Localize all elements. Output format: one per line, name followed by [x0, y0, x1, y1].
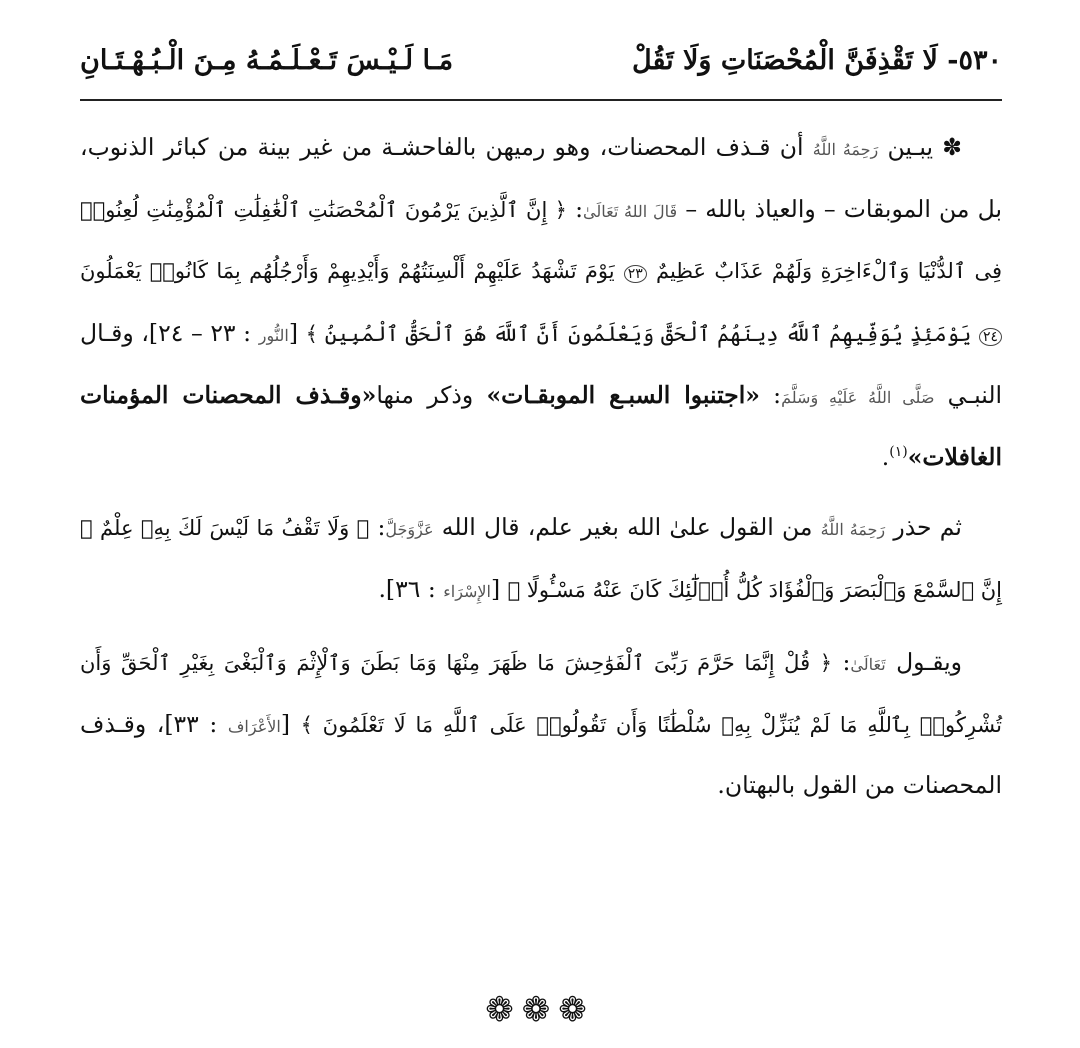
surah-name-isra: الإِسْرَاء	[443, 581, 491, 601]
ayah-number-23: ٢٣	[624, 265, 647, 283]
quran-verse-23: ﴿ إِنَّ ٱلَّذِينَ يَرْمُونَ ٱلْمُحْصَنَٰتِ ٱلْغَٰفِلَٰتِ ٱلْمُؤْمِنَٰتِ لُعِنُوا۟ فِى ٱلدُّنْيَا وَٱلْءَاخِرَةِ وَلَهُمْ عَذَابٌ عَظِيمٌ	[80, 197, 1002, 283]
text-segment: من القول علىٰ الله بغير علم، قال الله	[441, 513, 813, 541]
verse-first-hemistich	[632, 45, 1002, 76]
text-segment: ويقـول	[896, 648, 962, 676]
quran-verse-araf-33: ﴿ قُلْ إِنَّمَا حَرَّمَ رَبِّىَ ٱلْفَوَٰحِشَ مَا ظَهَرَ مِنْهَا وَمَا بَطَنَ وَٱلْإِثْمَ وَٱلْبَغْىَ بِغَيْرِ ٱلْحَقِّ وَأَن تُشْرِكُوا۟ بِٱللَّهِ مَا لَمْ يُنَزِّلْ بِهِۦ سُلْطَٰنًا وَأَن تَقُولُوا۟ عَلَى ٱللَّهِ مَا لَا تَعْلَمُونَ ﴾	[80, 651, 1002, 737]
quran-verse-25: يَوْمَئِذٍ يُوَفِّيهِمُ ٱللَّهُ دِينَهُمُ ٱلْحَقَّ وَيَعْلَمُونَ أَنَّ ٱللَّهَ هُوَ ٱلْحَقُّ ٱلْمُبِينُ ﴾	[305, 321, 972, 346]
text-segment: .	[881, 442, 890, 471]
hadith-quote-2: «وقـذف المحصنات المؤمنات الغافلات»	[80, 381, 1002, 471]
text-segment: :	[377, 513, 386, 541]
ayah-number-24: ٢٤	[979, 328, 1002, 346]
text-segment: :	[773, 381, 782, 409]
surah-ref-close: : ٣٣]، وقـذف المحصنات من القول بالبهتان.	[80, 709, 1002, 799]
honorific-rahimahullah: رَحِمَهُ اللَّهُ	[820, 520, 886, 539]
poem-verse-header	[80, 30, 1002, 90]
text-segment: ثم حذر	[893, 513, 962, 541]
honorific-azza-wajal: عَزَّوَجَلَّ	[385, 520, 434, 539]
hadith-quote-1: «اجتنبوا السبـع الموبقـات»	[486, 381, 760, 409]
commentary-body	[80, 118, 1002, 827]
header-divider	[80, 99, 1002, 101]
quran-verse-isra-36: ﴿ وَلَا تَقْفُ مَا لَيْسَ لَكَ بِهِۦ عِلْمٌ ۚ إِنَّ ٱلسَّمْعَ وَٱلْبَصَرَ وَٱلْفُؤَادَ كُلُّ أُو۟لَٰٓئِكَ كَانَ عَنْهُ مَسْـُٔولًا ﴾	[80, 516, 1002, 602]
verse-line-number: ٥٣٠-	[947, 44, 1002, 76]
surah-ref-open: [	[491, 574, 501, 603]
text-segment: ✽ يبـين	[887, 133, 962, 161]
paragraph-araf	[80, 633, 1002, 815]
paragraph-speaking-without-knowledge	[80, 498, 1002, 621]
honorific-qala-allah: قَالَ اللهُ تَعَالَىٰ	[583, 201, 678, 221]
honorific-salallahu: صَلَّى اللَّهُ عَلَيْهِ وَسَلَّمَ	[781, 388, 935, 407]
surah-name-araf: الأَعْرَاف	[227, 716, 281, 736]
footnote-marker: (١)	[889, 443, 908, 460]
verse-second-hemistich: مَـا لَـيْـسَ تَـعْـلَـمُـهُ مِـنَ الْـبُـهْـتَـانِ	[80, 44, 454, 76]
text-segment: :	[842, 648, 851, 676]
surah-ref-open: [	[280, 709, 290, 738]
text-segment: وذكر منها	[376, 381, 474, 409]
surah-name-nur: النُّور	[258, 325, 289, 345]
text-segment: :	[575, 194, 584, 223]
surah-ref-open: [	[288, 318, 299, 347]
surah-ref-close: : ٢٣ – ٢٤]، وقـال النبـي	[80, 318, 1003, 409]
honorific-taala: تَعَالَىٰ	[850, 655, 886, 674]
quran-verse-24: يَوْمَ تَشْهَدُ عَلَيْهِمْ أَلْسِنَتُهُمْ وَأَيْدِيهِمْ وَأَرْجُلُهُم بِمَا كَانُوا۟ يَعْمَلُونَ	[80, 259, 615, 283]
paragraph-qadhf	[80, 118, 1002, 486]
surah-ref-close: : ٣٦].	[378, 574, 436, 603]
section-end-ornament-icon: ❁❁❁	[485, 990, 595, 1030]
honorific-rahimahullah: رَحِمَهُ اللَّهُ	[812, 140, 879, 159]
text-segment: أن قـذف المحصنات، وهو رميهن بالفاحشـة من غير بينة من كبائر الذنوب، بل من الموبقات – والعياذ بالله –	[80, 133, 1002, 223]
verse-right-part: لَا تَقْذِفَنَّ الْمُحْصَنَاتِ وَلَا تَقُلْ	[632, 44, 938, 76]
